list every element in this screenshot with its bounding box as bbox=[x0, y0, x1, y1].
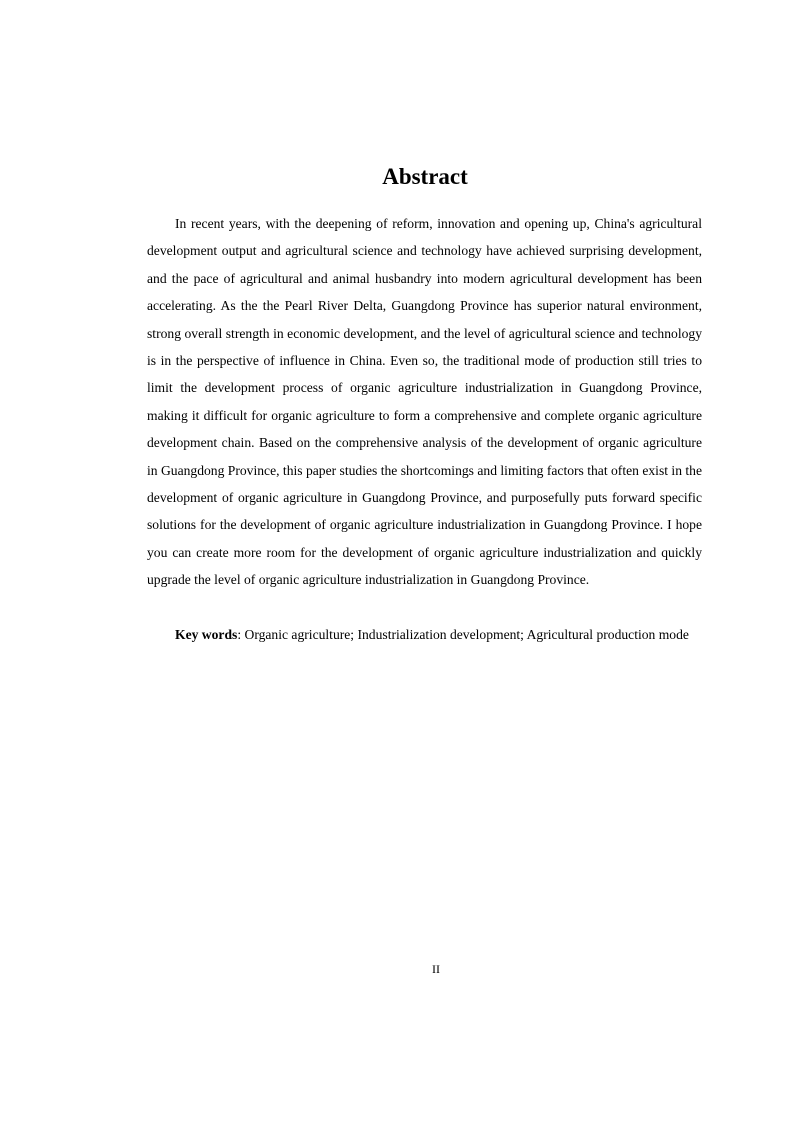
page-number: II bbox=[432, 962, 440, 976]
abstract-body: In recent years, with the deepening of reform, innovation and opening up, China's agricultural development output and agricultural science and technology have achieved surprising development, and the pace of agricultural and animal husbandry into modern agricultural development has been accelerating. As the the Pearl River Delta, Guangdong Province has superior natural environment, strong overall strength in economic development, and the level of agricultural science and technology is in the perspective of influence in China. Even so, the traditional mode of production still tries to limit the development process of organic agriculture industrialization in Guangdong Province, making it difficult for organic agriculture to form a comprehensive and complete organic agriculture development chain. Based on the comprehensive analysis of the development of organic agriculture in Guangdong Province, this paper studies the shortcomings and limiting factors that often exist in the development of organic agriculture in Guangdong Province, and purposefully puts forward specific solutions for the development of organic agriculture industrialization in Guangdong Province. I hope you can create more room for the development of organic agriculture industrialization and quickly upgrade the level of organic agriculture industrialization in Guangdong Province. bbox=[147, 216, 702, 588]
keywords-label: Key words bbox=[175, 627, 238, 642]
keywords-separator: : bbox=[237, 627, 245, 642]
keywords-list: Organic agriculture; Industrialization development; Agricultural production mode bbox=[244, 627, 689, 642]
abstract-title: Abstract bbox=[382, 164, 468, 189]
keywords-line bbox=[147, 621, 702, 648]
